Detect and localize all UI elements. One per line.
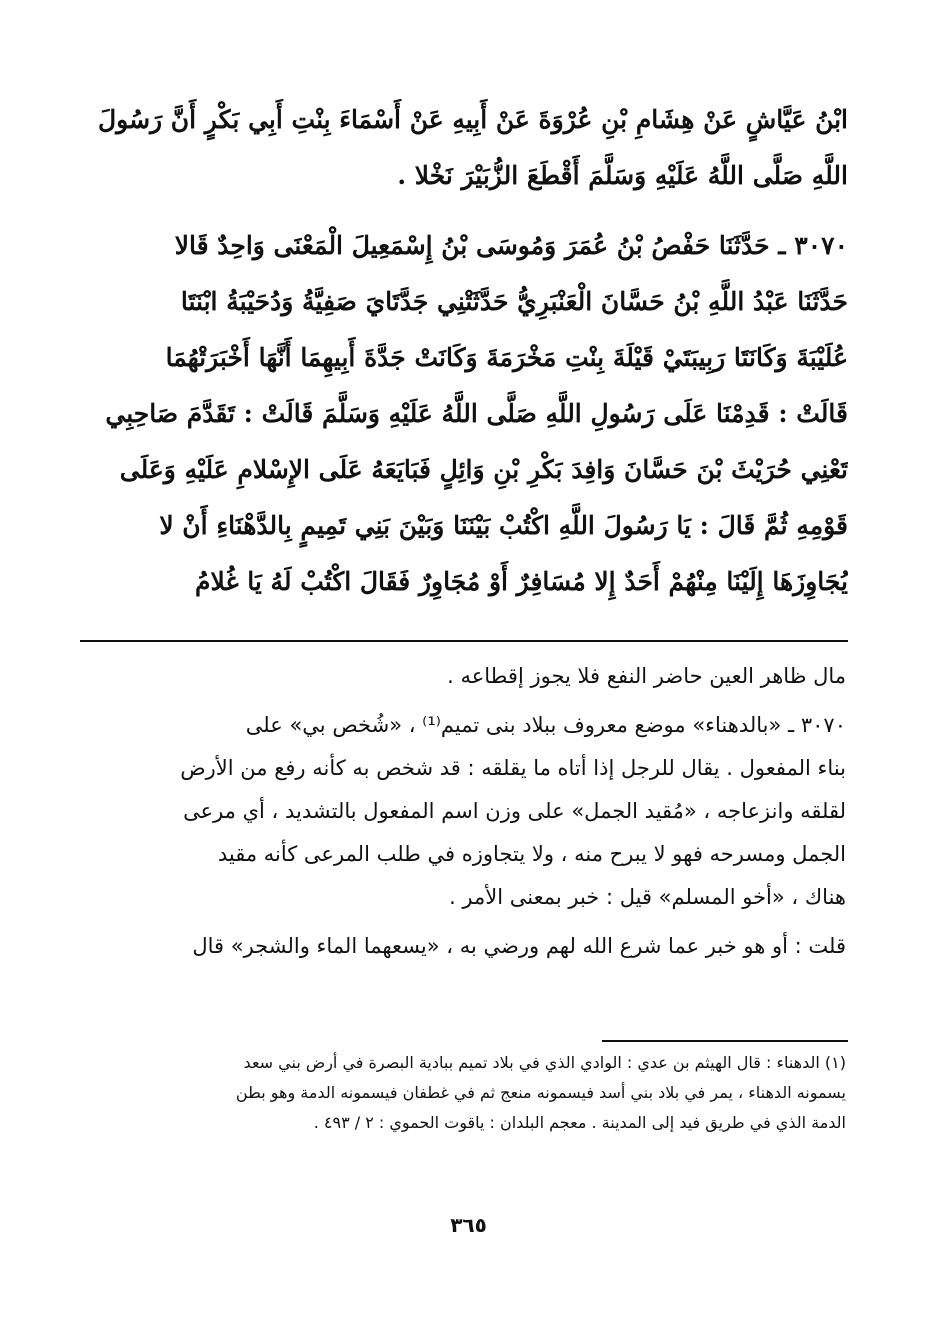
hadith-text [70,92,848,610]
hadith-line: اللَّهِ صَلَّى اللَّهُ عَلَيْهِ وَسَلَّمَ أَقْطَعَ الزُّبَيْرَ نَخْلا . [397,161,848,190]
hadith-line: تَعْنِي حُرَيْثَ بْنَ حَسَّانَ وَافِدَ بَكْرِ بْنِ وَائِلٍ فَبَايَعَهُ عَلَى الإِسْلامِ عَلَيْهِ وَعَلَى [119,455,848,484]
hadith-line: حَدَّثَنَا عَبْدُ اللَّهِ بْنُ حَسَّانَ الْعَنْبَرِيُّ حَدَّثَتْنِي جَدَّتَايَ صَفِيَّةُ وَدُحَيْبَةُ ابْنَتَا [180,287,848,316]
commentary-divider [80,640,848,642]
commentary-line: مال ظاهر العين حاضر النفع فلا يجوز إقطاعه . [447,664,846,688]
commentary-line: لقلقه وانزعاجه ، «مُقيد الجمل» على وزن اسم المفعول بالتشديد ، أي مرعى [183,799,846,823]
hadith-line: ابْنُ عَيَّاشٍ عَنْ هِشَامِ بْنِ عُرْوَةَ عَنْ أَبِيهِ عَنْ أَسْمَاءَ بِنْتِ أَبِي بَكْرٍ أَنَّ رَسُولَ [98,105,848,134]
commentary-line: الجمل ومسرحه فهو لا يبرح منه ، ولا يتجاوزه في طلب المرعى كأنه مقيد [217,842,846,866]
footnote-line: الدمة الذي في طريق فيد إلى المدينة . معجم البلدان : ياقوت الحموي : ٢ / ٤٩٣ . [313,1113,846,1132]
commentary-line: ٣٠٧٠ ـ «بالدهناء» موضع معروف ببلاد بنى تميم⁽¹⁾ ، «شُخص بي» على [245,713,846,737]
commentary-line: قلت : أو هو خبر عما شرع الله لهم ورضي به ، «يسعهما الماء والشجر» قال [192,934,846,958]
footnote-text [88,1048,846,1138]
hadith-line: عُلَيْبَةَ وَكَانَتَا رَبِيبَتَيْ قَيْلَةَ بِنْتِ مَخْرَمَةَ وَكَانَتْ جَدَّةَ أَبِيهِمَا أَنَّهَا أَخْبَرَتْهُمَا [165,343,848,372]
hadith-line: قَوْمِهِ ثُمَّ قَالَ : يَا رَسُولَ اللَّهِ اكْتُبْ بَيْنَنَا وَبَيْنَ بَنِي تَمِيمٍ بِالدَّهْنَاءِ أَنْ لا [159,511,848,540]
page-number: ٣٦٥ [450,1213,487,1237]
commentary-line: بناء المفعول . يقال للرجل إذا أتاه ما يقلقه : قد شخص به كأنه رفع من الأرض [180,756,846,780]
footnote-line: (١) الدهناء : قال الهيثم بن عدي : الوادي الذي في بلاد تميم ببادية البصرة في أرض بني سعد [243,1053,846,1072]
commentary-text [78,655,846,968]
footnote-line: يسمونه الدهناء ، يمر في بلاد بني أسد فيسمونه منعج ثم في غطفان فيسمونه الدمة وهو بطن [235,1083,846,1102]
commentary-line: هناك ، «أخو المسلم» قيل : خبر بمعنى الأمر . [449,885,846,909]
hadith-line: ٣٠٧٠ ـ حَدَّثَنَا حَفْصُ بْنُ عُمَرَ وَمُوسَى بْنُ إِسْمَعِيلَ الْمَعْنَى وَاحِدٌ قَالا [174,231,848,260]
hadith-line: يُجَاوِزَهَا إِلَيْنَا مِنْهُمْ أَحَدٌ إِلا مُسَافِرٌ أَوْ مُجَاوِرٌ فَقَالَ اكْتُبْ لَهُ يَا غُلامُ [195,567,848,596]
footnote-divider [602,1040,848,1042]
hadith-line: قَالَتْ : قَدِمْنَا عَلَى رَسُولِ اللَّهِ صَلَّى اللَّهُ عَلَيْهِ وَسَلَّمَ قَالَتْ : تَقَدَّمَ صَاحِبِي [105,399,848,428]
